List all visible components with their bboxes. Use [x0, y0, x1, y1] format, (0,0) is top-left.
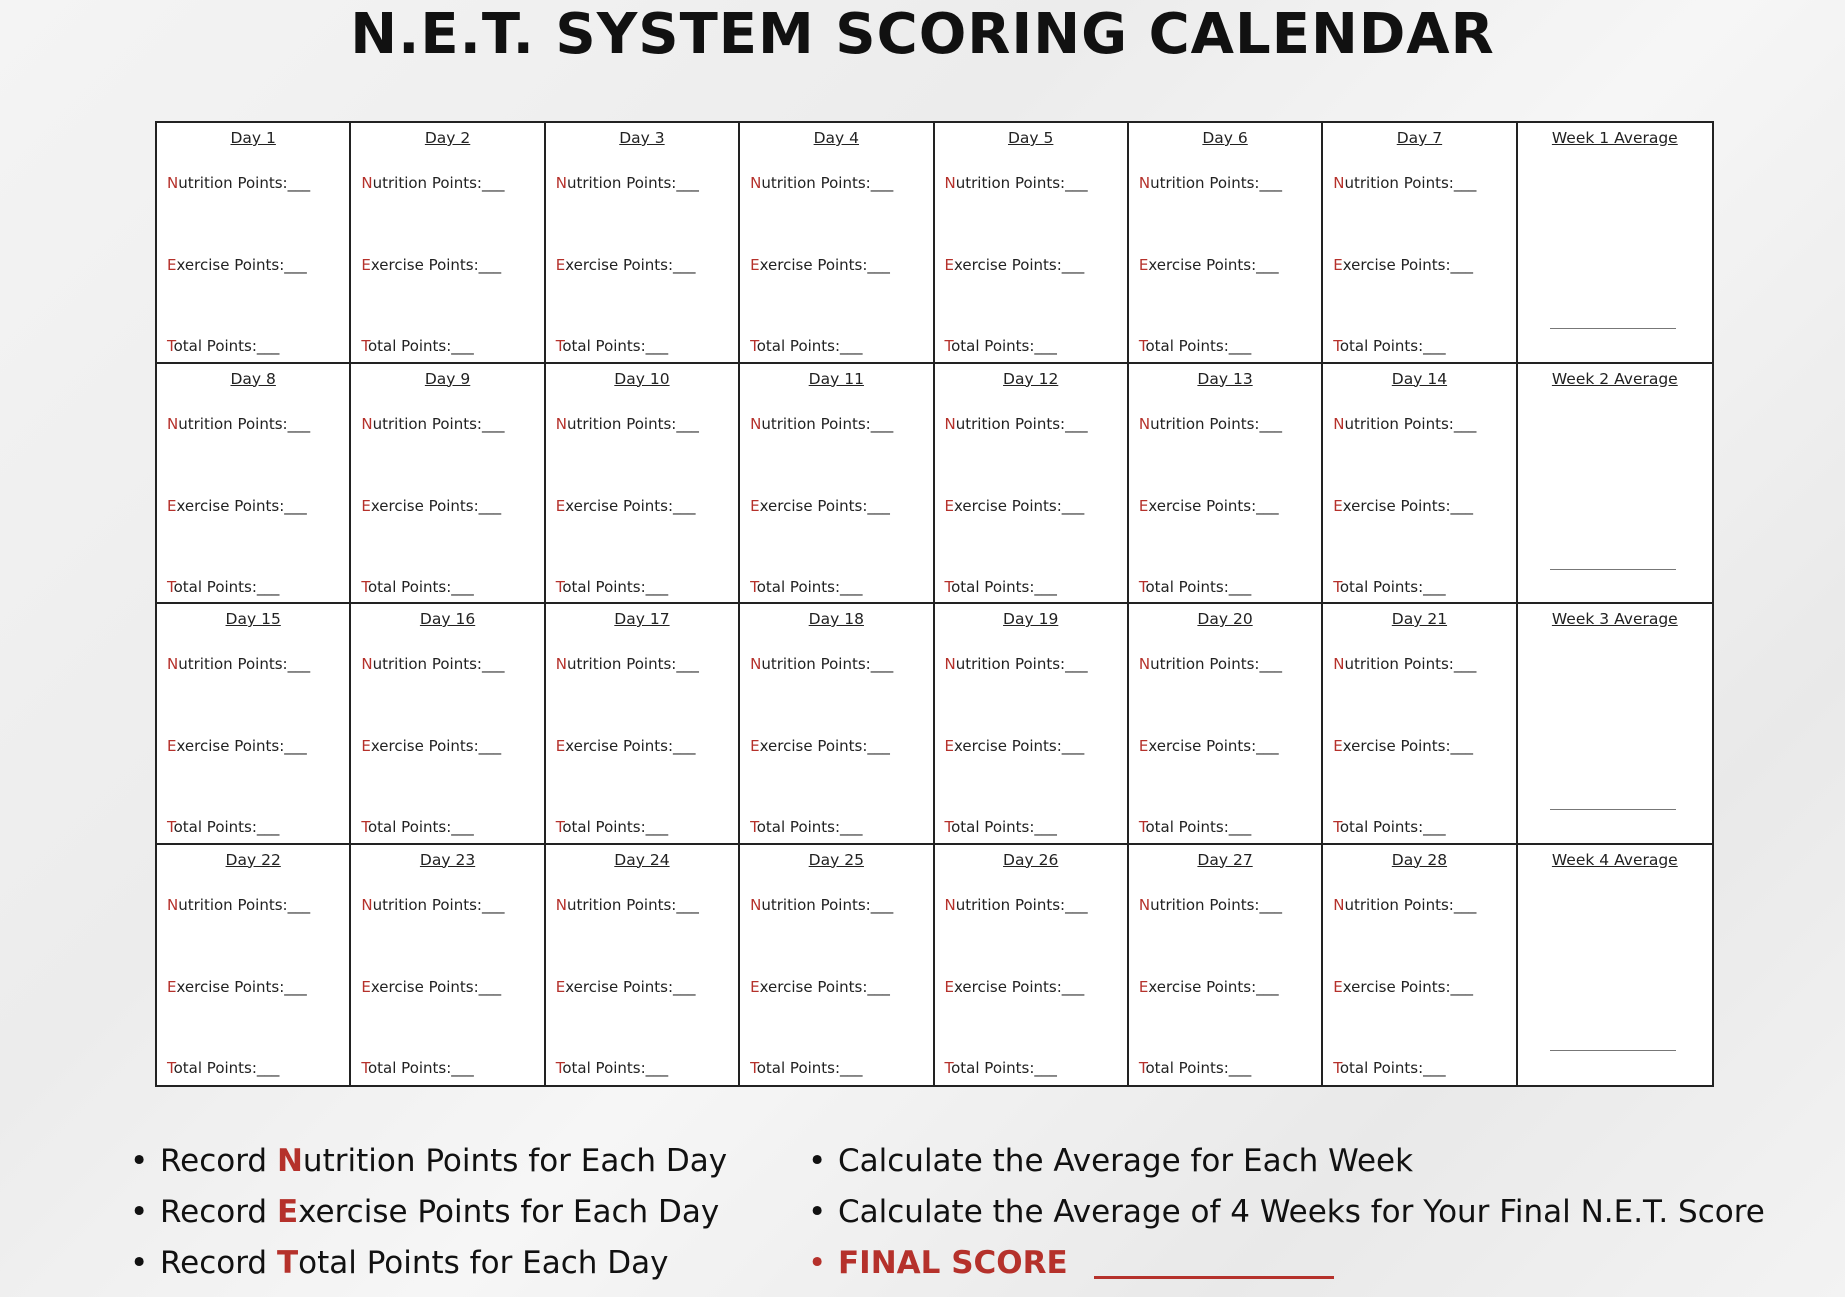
instructions-right — [808, 1138, 1765, 1291]
nutrition-points-field[interactable] — [750, 655, 893, 673]
exercise-points-field[interactable] — [750, 256, 890, 274]
exercise-initial: Exercise Points:___ — [750, 977, 890, 996]
exercise-points-field[interactable] — [556, 497, 696, 515]
day-label: Day 24 — [614, 850, 670, 869]
total-points-field[interactable] — [556, 337, 668, 355]
instruction-final-average: • Calculate the Average of 4 Weeks for Your Final N.E.T. Score — [808, 1189, 1765, 1240]
exercise-points-field[interactable] — [361, 256, 501, 274]
total-points-field[interactable] — [167, 818, 279, 836]
day-label: Day 16 — [419, 610, 476, 628]
exercise-initial: Exercise Points:___ — [1138, 256, 1279, 274]
day-label: Day 4 — [813, 129, 860, 147]
total-points-field[interactable] — [945, 818, 1057, 836]
nutrition-initial: Nutrition Points:___ — [167, 655, 311, 673]
total-initial: Total Points:___ — [555, 337, 669, 355]
exercise-initial: Exercise Points:___ — [944, 977, 1085, 996]
nutrition-initial: Nutrition Points:___ — [1333, 174, 1477, 192]
day-label: Day 7 — [1396, 129, 1443, 147]
week-average-field[interactable] — [1550, 569, 1676, 570]
total-points-field[interactable] — [945, 337, 1057, 355]
nutrition-initial: Nutrition Points:___ — [1138, 174, 1282, 192]
nutrition-initial: Nutrition Points:___ — [750, 174, 894, 192]
exercise-points-field[interactable] — [1333, 737, 1473, 755]
exercise-initial: Exercise Points:___ — [1333, 977, 1474, 996]
exercise-points-field[interactable] — [1139, 256, 1279, 274]
nutrition-points-field[interactable] — [556, 415, 699, 433]
day-cell[interactable] — [935, 845, 1129, 1086]
nutrition-points-field[interactable] — [361, 415, 504, 433]
day-cell[interactable] — [740, 845, 934, 1086]
week-average-field[interactable] — [1550, 328, 1676, 329]
day-label: Day 23 — [419, 850, 476, 869]
day-cell[interactable] — [1323, 123, 1517, 364]
total-points-field[interactable] — [1333, 578, 1445, 596]
day-label: Day 26 — [1003, 850, 1059, 869]
total-points-field[interactable] — [167, 1059, 279, 1077]
nutrition-points-field[interactable] — [1333, 415, 1476, 433]
exercise-points-field[interactable] — [556, 978, 696, 996]
exercise-initial: Exercise Points:___ — [750, 256, 890, 274]
exercise-initial: Exercise Points:___ — [1333, 496, 1474, 515]
exercise-initial: Exercise Points:___ — [944, 496, 1085, 515]
day-cell[interactable] — [1129, 604, 1323, 845]
nutrition-initial: Nutrition Points:___ — [1138, 895, 1282, 914]
instruction-record — [130, 1138, 727, 1189]
final-score-field[interactable] — [1094, 1276, 1334, 1279]
nutrition-points-field[interactable] — [167, 896, 310, 914]
day-cell[interactable] — [1129, 845, 1323, 1086]
exercise-points-field[interactable] — [167, 978, 307, 996]
week-average-cell[interactable] — [1518, 123, 1712, 364]
exercise-initial: Exercise Points:___ — [555, 737, 696, 755]
day-cell[interactable] — [1323, 364, 1517, 605]
week-average-label: Week 1 Average — [1551, 129, 1678, 147]
nutrition-points-field[interactable] — [750, 174, 893, 192]
day-label: Day 12 — [1003, 369, 1059, 388]
exercise-initial: Exercise Points:___ — [1138, 496, 1279, 515]
exercise-initial: Exercise Points:___ — [1138, 977, 1279, 996]
exercise-points-field[interactable] — [361, 978, 501, 996]
nutrition-initial: Nutrition Points:___ — [167, 895, 311, 914]
exercise-points-field[interactable] — [361, 497, 501, 515]
nutrition-initial: Nutrition Points:___ — [361, 414, 505, 433]
exercise-initial: Exercise Points:___ — [167, 496, 307, 515]
nutrition-initial: Nutrition Points:___ — [1333, 655, 1477, 673]
week-average-field[interactable] — [1550, 1050, 1676, 1051]
total-points-field[interactable] — [1333, 818, 1445, 836]
nutrition-initial: Nutrition Points:___ — [1333, 895, 1477, 914]
total-initial: Total Points:___ — [944, 1058, 1057, 1077]
total-initial: Total Points:___ — [167, 337, 280, 355]
exercise-points-field[interactable] — [1139, 978, 1279, 996]
nutrition-initial: Nutrition Points:___ — [361, 174, 505, 192]
total-initial: Total Points:___ — [167, 818, 280, 836]
nutrition-points-field[interactable] — [1139, 896, 1282, 914]
day-cell[interactable] — [740, 364, 934, 605]
exercise-initial: Exercise Points:___ — [555, 256, 696, 274]
nutrition-initial: Nutrition Points:___ — [1333, 414, 1477, 433]
day-label: Day 22 — [225, 850, 281, 869]
nutrition-points-field[interactable] — [945, 174, 1088, 192]
exercise-initial: Exercise Points:___ — [167, 977, 307, 996]
nutrition-initial: Nutrition Points:___ — [555, 655, 699, 673]
final-score-label: FINAL SCORE — [838, 1245, 1068, 1281]
day-label: Day 19 — [1003, 610, 1059, 628]
week-average-label: Week 3 Average — [1551, 610, 1678, 628]
week-average-label: Week 4 Average — [1551, 850, 1678, 869]
total-points-field[interactable] — [1333, 1059, 1445, 1077]
instruction-letter: T — [276, 1245, 299, 1281]
total-points-field[interactable] — [945, 578, 1057, 596]
total-points-field[interactable] — [167, 578, 279, 596]
instruction-record — [130, 1240, 727, 1291]
total-points-field[interactable] — [750, 1059, 862, 1077]
day-label: Day 8 — [230, 369, 276, 388]
exercise-initial: Exercise Points:___ — [361, 737, 502, 755]
instructions-left — [130, 1138, 727, 1291]
day-cell[interactable] — [351, 845, 545, 1086]
instruction-rest: utrition Points for Each Day — [302, 1143, 728, 1179]
nutrition-points-field[interactable] — [945, 415, 1088, 433]
total-initial: Total Points:___ — [555, 818, 669, 836]
total-initial: Total Points:___ — [1333, 818, 1446, 836]
total-points-field[interactable] — [750, 337, 862, 355]
day-label: Day 28 — [1391, 850, 1448, 869]
exercise-initial: Exercise Points:___ — [1333, 737, 1474, 755]
nutrition-points-field[interactable] — [361, 896, 504, 914]
day-cell[interactable] — [157, 364, 351, 605]
nutrition-points-field[interactable] — [1139, 415, 1282, 433]
day-cell[interactable] — [1129, 123, 1323, 364]
day-cell[interactable] — [157, 123, 351, 364]
total-initial: Total Points:___ — [1138, 337, 1252, 355]
exercise-initial: Exercise Points:___ — [1138, 737, 1279, 755]
day-label: Day 9 — [424, 369, 471, 388]
nutrition-points-field[interactable] — [1333, 655, 1476, 673]
instruction-prefix: Record — [160, 1245, 277, 1281]
nutrition-initial: Nutrition Points:___ — [750, 895, 894, 914]
day-cell[interactable] — [740, 604, 934, 845]
nutrition-initial: Nutrition Points:___ — [361, 655, 505, 673]
total-points-field[interactable] — [1139, 1059, 1251, 1077]
total-initial: Total Points:___ — [167, 1058, 280, 1077]
total-points-field[interactable] — [1139, 337, 1251, 355]
day-cell[interactable] — [1323, 845, 1517, 1086]
nutrition-points-field[interactable] — [1139, 174, 1282, 192]
day-label: Day 1 — [230, 129, 276, 147]
exercise-initial: Exercise Points:___ — [361, 496, 502, 515]
nutrition-initial: Nutrition Points:___ — [944, 895, 1088, 914]
exercise-points-field[interactable] — [750, 978, 890, 996]
instruction-prefix: Record — [160, 1143, 277, 1179]
instruction-weekly-average: • Calculate the Average for Each Week — [808, 1138, 1765, 1189]
day-label: Day 25 — [808, 850, 864, 869]
total-initial: Total Points:___ — [944, 818, 1057, 836]
total-initial: Total Points:___ — [1333, 337, 1446, 355]
exercise-points-field[interactable] — [945, 978, 1085, 996]
exercise-points-field[interactable] — [945, 256, 1085, 274]
week-average-cell[interactable] — [1518, 604, 1712, 845]
day-cell[interactable] — [935, 604, 1129, 845]
exercise-points-field[interactable] — [1333, 497, 1473, 515]
day-label: Day 17 — [614, 610, 670, 628]
exercise-points-field[interactable] — [167, 256, 307, 274]
day-cell[interactable] — [546, 123, 740, 364]
total-initial: Total Points:___ — [944, 577, 1057, 596]
nutrition-points-field[interactable] — [167, 174, 310, 192]
day-cell[interactable] — [157, 604, 351, 845]
exercise-initial: Exercise Points:___ — [750, 737, 890, 755]
exercise-initial: Exercise Points:___ — [944, 737, 1085, 755]
exercise-initial: Exercise Points:___ — [555, 496, 696, 515]
exercise-points-field[interactable] — [1333, 256, 1473, 274]
nutrition-initial: Nutrition Points:___ — [1138, 655, 1282, 673]
nutrition-points-field[interactable] — [945, 655, 1088, 673]
exercise-initial: Exercise Points:___ — [167, 256, 307, 274]
nutrition-points-field[interactable] — [556, 174, 699, 192]
nutrition-points-field[interactable] — [750, 415, 893, 433]
total-points-field[interactable] — [945, 1059, 1057, 1077]
nutrition-initial: Nutrition Points:___ — [944, 655, 1088, 673]
total-initial: Total Points:___ — [361, 577, 474, 596]
nutrition-initial: Nutrition Points:___ — [555, 895, 699, 914]
exercise-points-field[interactable] — [945, 737, 1085, 755]
exercise-points-field[interactable] — [1139, 497, 1279, 515]
instruction-rest: otal Points for Each Day — [298, 1245, 669, 1281]
day-cell[interactable] — [1129, 364, 1323, 605]
nutrition-initial: Nutrition Points:___ — [750, 655, 894, 673]
total-points-field[interactable] — [750, 818, 862, 836]
instruction-letter: N — [276, 1143, 303, 1179]
nutrition-initial: Nutrition Points:___ — [944, 174, 1088, 192]
total-points-field[interactable] — [1139, 578, 1251, 596]
exercise-points-field[interactable] — [750, 737, 890, 755]
total-points-field[interactable] — [556, 578, 668, 596]
total-initial: Total Points:___ — [361, 337, 474, 355]
nutrition-points-field[interactable] — [750, 896, 893, 914]
day-label: Day 15 — [225, 610, 281, 628]
total-points-field[interactable] — [361, 578, 473, 596]
exercise-points-field[interactable] — [361, 737, 501, 755]
day-cell[interactable] — [351, 123, 545, 364]
day-label: Day 5 — [1007, 129, 1054, 147]
exercise-initial: Exercise Points:___ — [361, 256, 502, 274]
nutrition-points-field[interactable] — [945, 896, 1088, 914]
week-average-cell[interactable] — [1518, 845, 1712, 1086]
nutrition-initial: Nutrition Points:___ — [361, 895, 505, 914]
total-points-field[interactable] — [556, 1059, 668, 1077]
total-initial: Total Points:___ — [167, 577, 280, 596]
total-points-field[interactable] — [556, 818, 668, 836]
exercise-points-field[interactable] — [750, 497, 890, 515]
exercise-points-field[interactable] — [556, 256, 696, 274]
nutrition-points-field[interactable] — [1333, 174, 1476, 192]
week-average-label: Week 2 Average — [1551, 369, 1678, 388]
day-cell[interactable] — [740, 123, 934, 364]
nutrition-initial: Nutrition Points:___ — [167, 174, 311, 192]
day-cell[interactable] — [546, 364, 740, 605]
scoring-calendar-grid — [155, 121, 1714, 1087]
instruction-letter: E — [276, 1194, 299, 1230]
day-label: Day 18 — [808, 610, 864, 628]
day-cell[interactable] — [935, 364, 1129, 605]
exercise-points-field[interactable] — [556, 737, 696, 755]
day-label: Day 10 — [614, 369, 670, 388]
total-initial: Total Points:___ — [1333, 1058, 1446, 1077]
total-initial: Total Points:___ — [555, 1058, 669, 1077]
total-initial: Total Points:___ — [361, 1058, 474, 1077]
nutrition-initial: Nutrition Points:___ — [1138, 414, 1282, 433]
total-initial: Total Points:___ — [750, 818, 863, 836]
exercise-initial: Exercise Points:___ — [1333, 256, 1474, 274]
nutrition-points-field[interactable] — [1333, 896, 1476, 914]
nutrition-initial: Nutrition Points:___ — [555, 414, 699, 433]
nutrition-initial: Nutrition Points:___ — [750, 414, 894, 433]
day-cell[interactable] — [546, 845, 740, 1086]
exercise-initial: Exercise Points:___ — [167, 737, 307, 755]
nutrition-points-field[interactable] — [556, 896, 699, 914]
day-label: Day 20 — [1197, 610, 1253, 628]
day-cell[interactable] — [157, 845, 351, 1086]
total-initial: Total Points:___ — [1333, 577, 1446, 596]
total-points-field[interactable] — [167, 337, 279, 355]
exercise-points-field[interactable] — [945, 497, 1085, 515]
nutrition-points-field[interactable] — [361, 174, 504, 192]
instruction-prefix: Record — [160, 1194, 277, 1230]
total-points-field[interactable] — [361, 818, 473, 836]
day-cell[interactable] — [351, 364, 545, 605]
nutrition-initial: Nutrition Points:___ — [555, 174, 699, 192]
total-initial: Total Points:___ — [750, 1058, 863, 1077]
nutrition-points-field[interactable] — [556, 655, 699, 673]
total-points-field[interactable] — [750, 578, 862, 596]
exercise-initial: Exercise Points:___ — [555, 977, 696, 996]
total-initial: Total Points:___ — [750, 337, 863, 355]
day-cell[interactable] — [1323, 604, 1517, 845]
exercise-initial: Exercise Points:___ — [750, 496, 890, 515]
instruction-record — [130, 1189, 727, 1240]
exercise-initial: Exercise Points:___ — [361, 977, 502, 996]
day-label: Day 14 — [1391, 369, 1448, 388]
exercise-points-field[interactable] — [1139, 737, 1279, 755]
total-points-field[interactable] — [361, 337, 473, 355]
page-title: N.E.T. SYSTEM SCORING CALENDAR — [350, 2, 1495, 67]
exercise-points-field[interactable] — [167, 497, 307, 515]
instruction-rest: xercise Points for Each Day — [298, 1194, 720, 1230]
total-points-field[interactable] — [361, 1059, 473, 1077]
nutrition-points-field[interactable] — [167, 655, 310, 673]
nutrition-points-field[interactable] — [167, 415, 310, 433]
day-cell[interactable] — [546, 604, 740, 845]
total-initial: Total Points:___ — [750, 577, 863, 596]
total-initial: Total Points:___ — [1138, 818, 1252, 836]
day-label: Day 13 — [1197, 369, 1253, 388]
total-initial: Total Points:___ — [361, 818, 474, 836]
exercise-points-field[interactable] — [1333, 978, 1473, 996]
total-initial: Total Points:___ — [1138, 577, 1252, 596]
total-points-field[interactable] — [1139, 818, 1251, 836]
day-cell[interactable] — [351, 604, 545, 845]
day-label: Day 27 — [1197, 850, 1253, 869]
week-average-field[interactable] — [1550, 809, 1676, 810]
day-label: Day 3 — [619, 129, 665, 147]
exercise-initial: Exercise Points:___ — [944, 256, 1085, 274]
total-points-field[interactable] — [1333, 337, 1445, 355]
day-cell[interactable] — [935, 123, 1129, 364]
total-initial: Total Points:___ — [1138, 1058, 1252, 1077]
final-score-row — [808, 1240, 1765, 1291]
day-label: Day 11 — [808, 369, 864, 388]
total-initial: Total Points:___ — [555, 577, 669, 596]
exercise-points-field[interactable] — [167, 737, 307, 755]
day-label: Day 21 — [1391, 610, 1448, 628]
nutrition-initial: Nutrition Points:___ — [944, 414, 1088, 433]
nutrition-initial: Nutrition Points:___ — [167, 414, 311, 433]
day-label: Day 2 — [424, 129, 471, 147]
week-average-cell[interactable] — [1518, 364, 1712, 605]
total-initial: Total Points:___ — [944, 337, 1057, 355]
nutrition-points-field[interactable] — [1139, 655, 1282, 673]
day-label: Day 6 — [1202, 129, 1248, 147]
nutrition-points-field[interactable] — [361, 655, 504, 673]
